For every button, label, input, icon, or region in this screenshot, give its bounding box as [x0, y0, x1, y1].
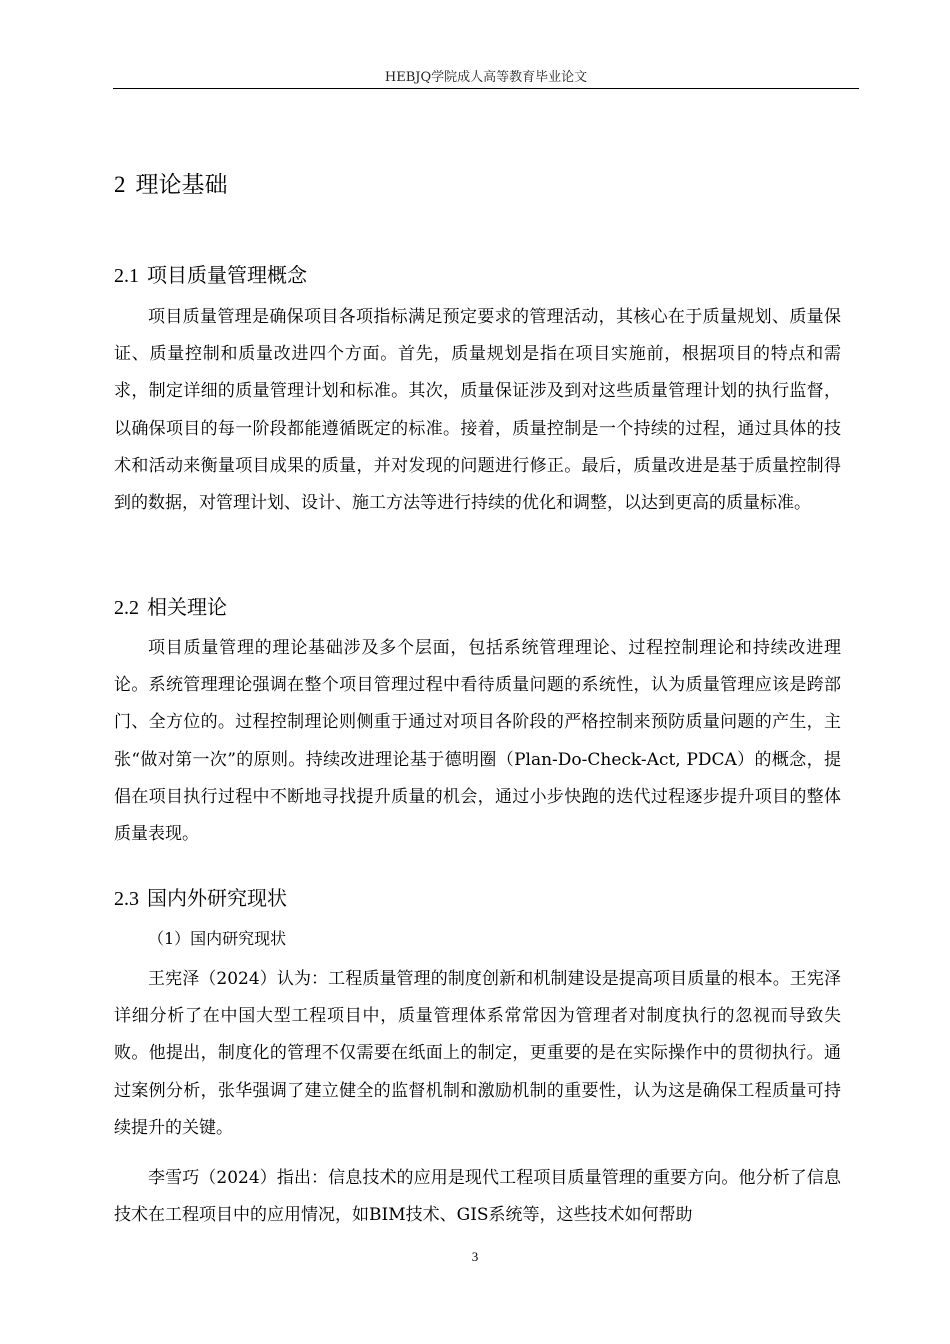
running-header: HEBJQ学院成人高等教育毕业论文 [384, 70, 588, 85]
section-title: 国内外研究现状 [147, 886, 287, 910]
section-number: 2.2 [114, 597, 139, 619]
section-heading-2-2 [114, 591, 227, 620]
section-title: 相关理论 [147, 595, 227, 619]
paragraph-quality-concept: 项目质量管理是确保项目各项指标满足预定要求的管理活动，其核心在于质量规划、质量保证、质量控制和质量改进四个方面。首先，质量规划是指在项目实施前，根据项目的特点和需求，制定详细的质量管理计划和标准。其次，质量保证涉及到对这些质量管理计划的执行监督，以确保项目的每一阶段都能遵循既定的标准。接着，质量控制是一个持续的过程，通过具体的技术和活动来衡量项目成果的质量，并对发现的问题进行修正。最后，质量改进是基于质量控制得到的数据，对管理计划、设计、施工方法等进行持续的优化和调整，以达到更高的质量标准。 [114, 307, 841, 514]
section-heading-2-1 [114, 259, 307, 288]
chapter-heading [114, 166, 228, 199]
paragraph-li-xueqiao: 李雪巧（2024）指出：信息技术的应用是现代工程项目质量管理的重要方向。他分析了信息技术在工程项目中的应用情况，如BIM技术、GIS系统等，这些技术如何帮助 [114, 1168, 841, 1226]
section-number: 2.1 [114, 265, 139, 287]
section-number: 2.3 [114, 888, 139, 910]
paragraph-related-theory: 项目质量管理的理论基础涉及多个层面，包括系统管理理论、过程控制理论和持续改进理论。系统管理理论强调在整个项目管理过程中看待质量问题的系统性，认为质量管理应该是跨部门、全方位的。过程控制理论则侧重于通过对项目各阶段的严格控制来预防质量问题的产生，主张“做对第一次”的原则。持续改进理论基于德明圈（Plan-Do-Check-Act, PDCA）的概念，提倡在项目执行过程中不断地寻找提升质量的机会，通过小步快跑的迭代过程逐步提升项目的整体质量表现。 [114, 638, 841, 845]
section-title: 项目质量管理概念 [147, 263, 307, 287]
section-heading-2-3 [114, 882, 287, 911]
header-rule [113, 88, 859, 89]
paragraph-wang-xianze: 王宪泽（2024）认为：工程质量管理的制度创新和机制建设是提高项目质量的根本。王宪泽详细分析了在中国大型工程项目中，质量管理体系常常因为管理者对制度执行的忽视而导致失败。他提出，制度化的管理不仅需要在纸面上的制定，更重要的是在实际操作中的贯彻执行。通过案例分析，张华强调了建立健全的监督机制和激励机制的重要性，认为这是确保工程质量可持续提升的关键。 [114, 969, 841, 1138]
chapter-number: 2 [114, 172, 126, 197]
subheading-domestic-research: （1）国内研究现状 [148, 929, 287, 948]
chapter-title: 理论基础 [135, 172, 228, 198]
page-number: 3 [471, 1249, 479, 1264]
